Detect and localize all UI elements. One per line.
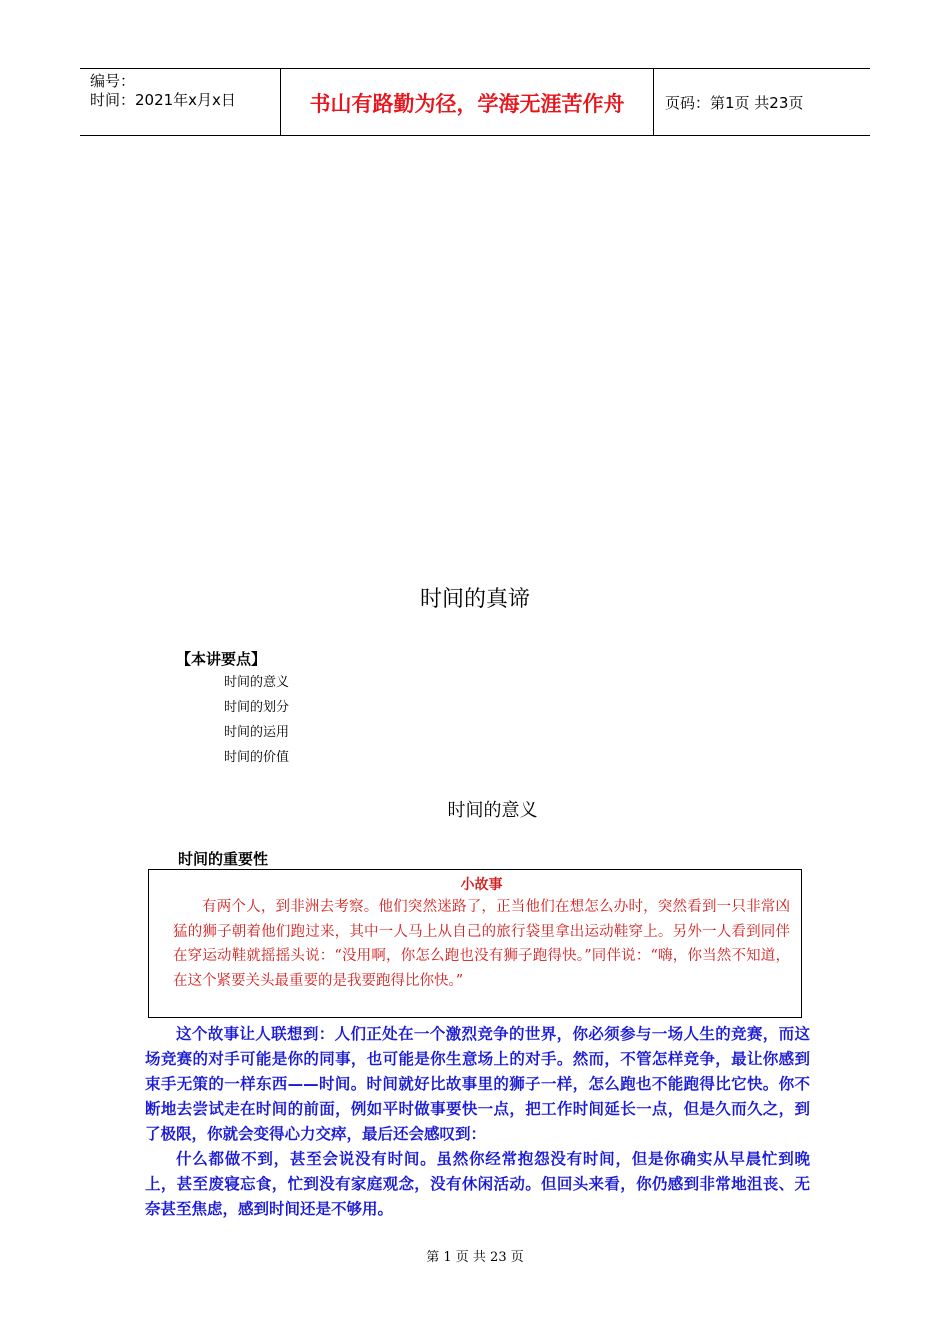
header-motto: 书山有路勤为径，学海无涯苦作舟 bbox=[281, 69, 654, 135]
story-box bbox=[148, 869, 802, 1018]
body-paragraph: 这个故事让人联想到：人们正处在一个激烈竞争的世界，你必须参与一场人生的竞赛，而这场竞赛的对手可能是你的同事，也可能是你生意场上的对手。然而，不管怎样竞争，最让你感到束手无策的一样东西——时间。时间就好比故事里的狮子一样，怎么跑也不能跑得比它快。你不断地去尝试走在时间的前面，例如平时做事要快一点，把工作时间延长一点，但是久而久之，到了极限，你就会变得心力交瘁，最后还会感叹到： bbox=[145, 1025, 810, 1143]
key-point-item: 时间的价值 bbox=[224, 750, 290, 765]
story-title: 小故事 bbox=[460, 877, 503, 893]
header-table bbox=[80, 68, 870, 136]
subsection-title: 时间的重要性 bbox=[178, 850, 269, 868]
key-point-item: 时间的运用 bbox=[224, 725, 290, 740]
header-page-info: 页码：第1页 共23页 bbox=[665, 93, 804, 112]
body-text bbox=[145, 1022, 810, 1222]
key-points-list bbox=[224, 672, 289, 772]
story-text: 有两个人，到非洲去考察。他们突然迷路了，正当他们在想怎么办时，突然看到一只非常凶猛的狮子朝着他们跑过来，其中一人马上从自己的旅行袋里拿出运动鞋穿上。另外一人看到同伴在穿运动鞋就摇摇头说：“没用啊，你怎么跑也没有狮子跑得快。”同伴说：“嗨，你当然不知道，在这个紧要关头最重要的是我要跑得比你快。” bbox=[173, 899, 790, 989]
document-number-label: 编号： bbox=[90, 72, 136, 90]
key-point-item: 时间的划分 bbox=[224, 700, 290, 715]
document-date: 时间：2021年x月x日 bbox=[90, 91, 236, 109]
page-footer: 第 1 页 共 23 页 bbox=[426, 1250, 524, 1265]
header-meta-cell bbox=[80, 69, 281, 135]
section-title: 时间的意义 bbox=[447, 800, 538, 821]
body-paragraph: 什么都做不到，甚至会说没有时间。虽然你经常抱怨没有时间，但是你确实从早晨忙到晚上，甚至废寝忘食，忙到没有家庭观念，没有休闲活动。但回头来看，你仍感到非常地沮丧、无奈甚至焦虑，感到时间还是不够用。 bbox=[145, 1150, 810, 1218]
key-points-title: 【本讲要点】 bbox=[176, 650, 267, 668]
document-title: 时间的真谛 bbox=[419, 587, 530, 612]
key-point-item: 时间的意义 bbox=[224, 675, 290, 690]
